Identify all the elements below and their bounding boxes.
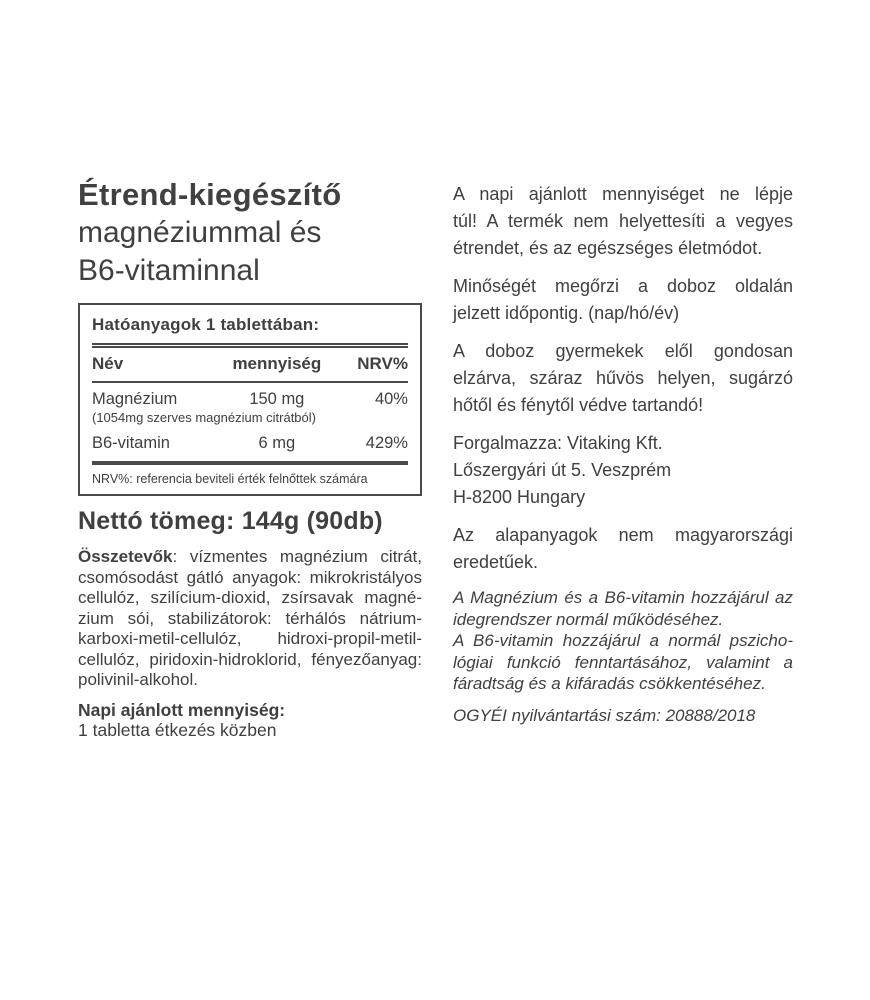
dosage-section <box>78 700 422 741</box>
dosage-heading: Napi ajánlott mennyiség: <box>78 699 286 720</box>
net-weight-heading: Nettó tömeg: 144g (90db) <box>78 507 383 535</box>
text-line: A B6-vitamin hozzájárul a normál pszicho- <box>453 631 793 650</box>
text-line: cellulóz, szilícium-dioxid, zsírsavak magné- <box>78 588 422 607</box>
table-row-magnesium <box>92 383 408 409</box>
column-header-nrv: NRV% <box>357 354 408 373</box>
text-line: cellulóz, piridoxin-hidroklorid, fényezőanyag: <box>78 649 422 669</box>
supplement-facts-table <box>78 303 422 496</box>
health-claims-paragraph <box>453 587 793 695</box>
ingredient-name: Magnézium <box>92 390 178 408</box>
table-title: Hatóanyagok 1 tablettában: <box>92 315 320 334</box>
text-line: túl! A termék nem helyettesíti a vegyes <box>453 211 793 231</box>
text-line: csomósodást gátló anyagok: mikrokristályos <box>78 567 422 587</box>
text-line: Lőszergyári út 5. Veszprém <box>453 460 672 480</box>
registration-number: OGYÉI nyilvántartási szám: 20888/2018 <box>453 705 756 725</box>
ingredients-line-rest: : vízmentes magnézium citrát, <box>172 547 422 566</box>
text-line: fáradtság és a kifáradás csökkentéséhez. <box>453 674 766 693</box>
text-line: A Magnézium és a B6-vitamin hozzájárul az <box>453 588 793 607</box>
text-line: elzárva, száraz hűvös helyen, sugárzó <box>453 368 793 388</box>
table-header-row <box>92 348 408 381</box>
text-line: Minőségét megőrzi a doboz oldalán <box>453 276 793 296</box>
text-line: polivinil-alkohol. <box>78 670 199 689</box>
text-line: zium sói, stabilizátorok: térhálós nátrium- <box>78 608 422 628</box>
text-line: idegrendszer normál működéséhez. <box>453 609 724 629</box>
column-header-name: Név <box>92 354 124 373</box>
ingredient-nrv: 40% <box>374 390 408 408</box>
daily-limit-warning-paragraph <box>453 181 793 262</box>
storage-warning-paragraph <box>453 338 793 419</box>
ingredient-note: (1054mg szerves magnézium citrátból) <box>92 410 316 425</box>
text-line: lógiai funkció fenntartásához, valamint a <box>453 652 793 672</box>
ingredients-paragraph <box>78 547 422 691</box>
product-title: Étrend-kiegészítő <box>78 177 342 212</box>
column-header-amount: mennyiség <box>232 354 322 373</box>
table-footnote: NRV%: referencia beviteli érték felnőttek számára <box>92 472 368 486</box>
text-line: hőtől és fénytől védve tartandó! <box>453 395 704 415</box>
shelf-life-paragraph <box>453 273 793 327</box>
label-left-column <box>78 176 422 741</box>
product-subtitle-line-1: magnéziummal és <box>78 216 322 249</box>
text-line: H-8200 Hungary <box>453 487 586 507</box>
product-subtitle-line-2: B6-vitaminnal <box>78 254 260 287</box>
label-right-column <box>453 181 793 726</box>
ingredients-label: Összetevők <box>78 547 173 566</box>
text-line: eredetűek. <box>453 552 539 572</box>
text-line: Forgalmazza: Vitaking Kft. <box>453 433 663 453</box>
ingredient-amount: 150 mg <box>249 390 305 408</box>
text-line: Az alapanyagok nem magyarországi <box>453 525 793 545</box>
table-row-b6 <box>92 428 408 461</box>
text-line: jelzett időpontig. (nap/hó/év) <box>453 303 680 323</box>
ingredient-name: B6-vitamin <box>92 434 170 452</box>
text-line <box>78 547 422 568</box>
text-line: étrendet, és az egészséges életmódot. <box>453 238 763 258</box>
distributor-address <box>453 430 793 511</box>
text-line: A napi ajánlott mennyiséget ne lépje <box>453 184 793 204</box>
text-line: A doboz gyermekek elől gondosan <box>453 341 793 361</box>
ingredient-nrv: 429% <box>365 434 408 452</box>
origin-note-paragraph <box>453 522 793 576</box>
ingredient-amount: 6 mg <box>258 434 296 452</box>
dosage-text: 1 tabletta étkezés közben <box>78 720 277 740</box>
text-line: karboxi-metil-cellulóz, hidroxi-propil-metil- <box>78 629 422 648</box>
